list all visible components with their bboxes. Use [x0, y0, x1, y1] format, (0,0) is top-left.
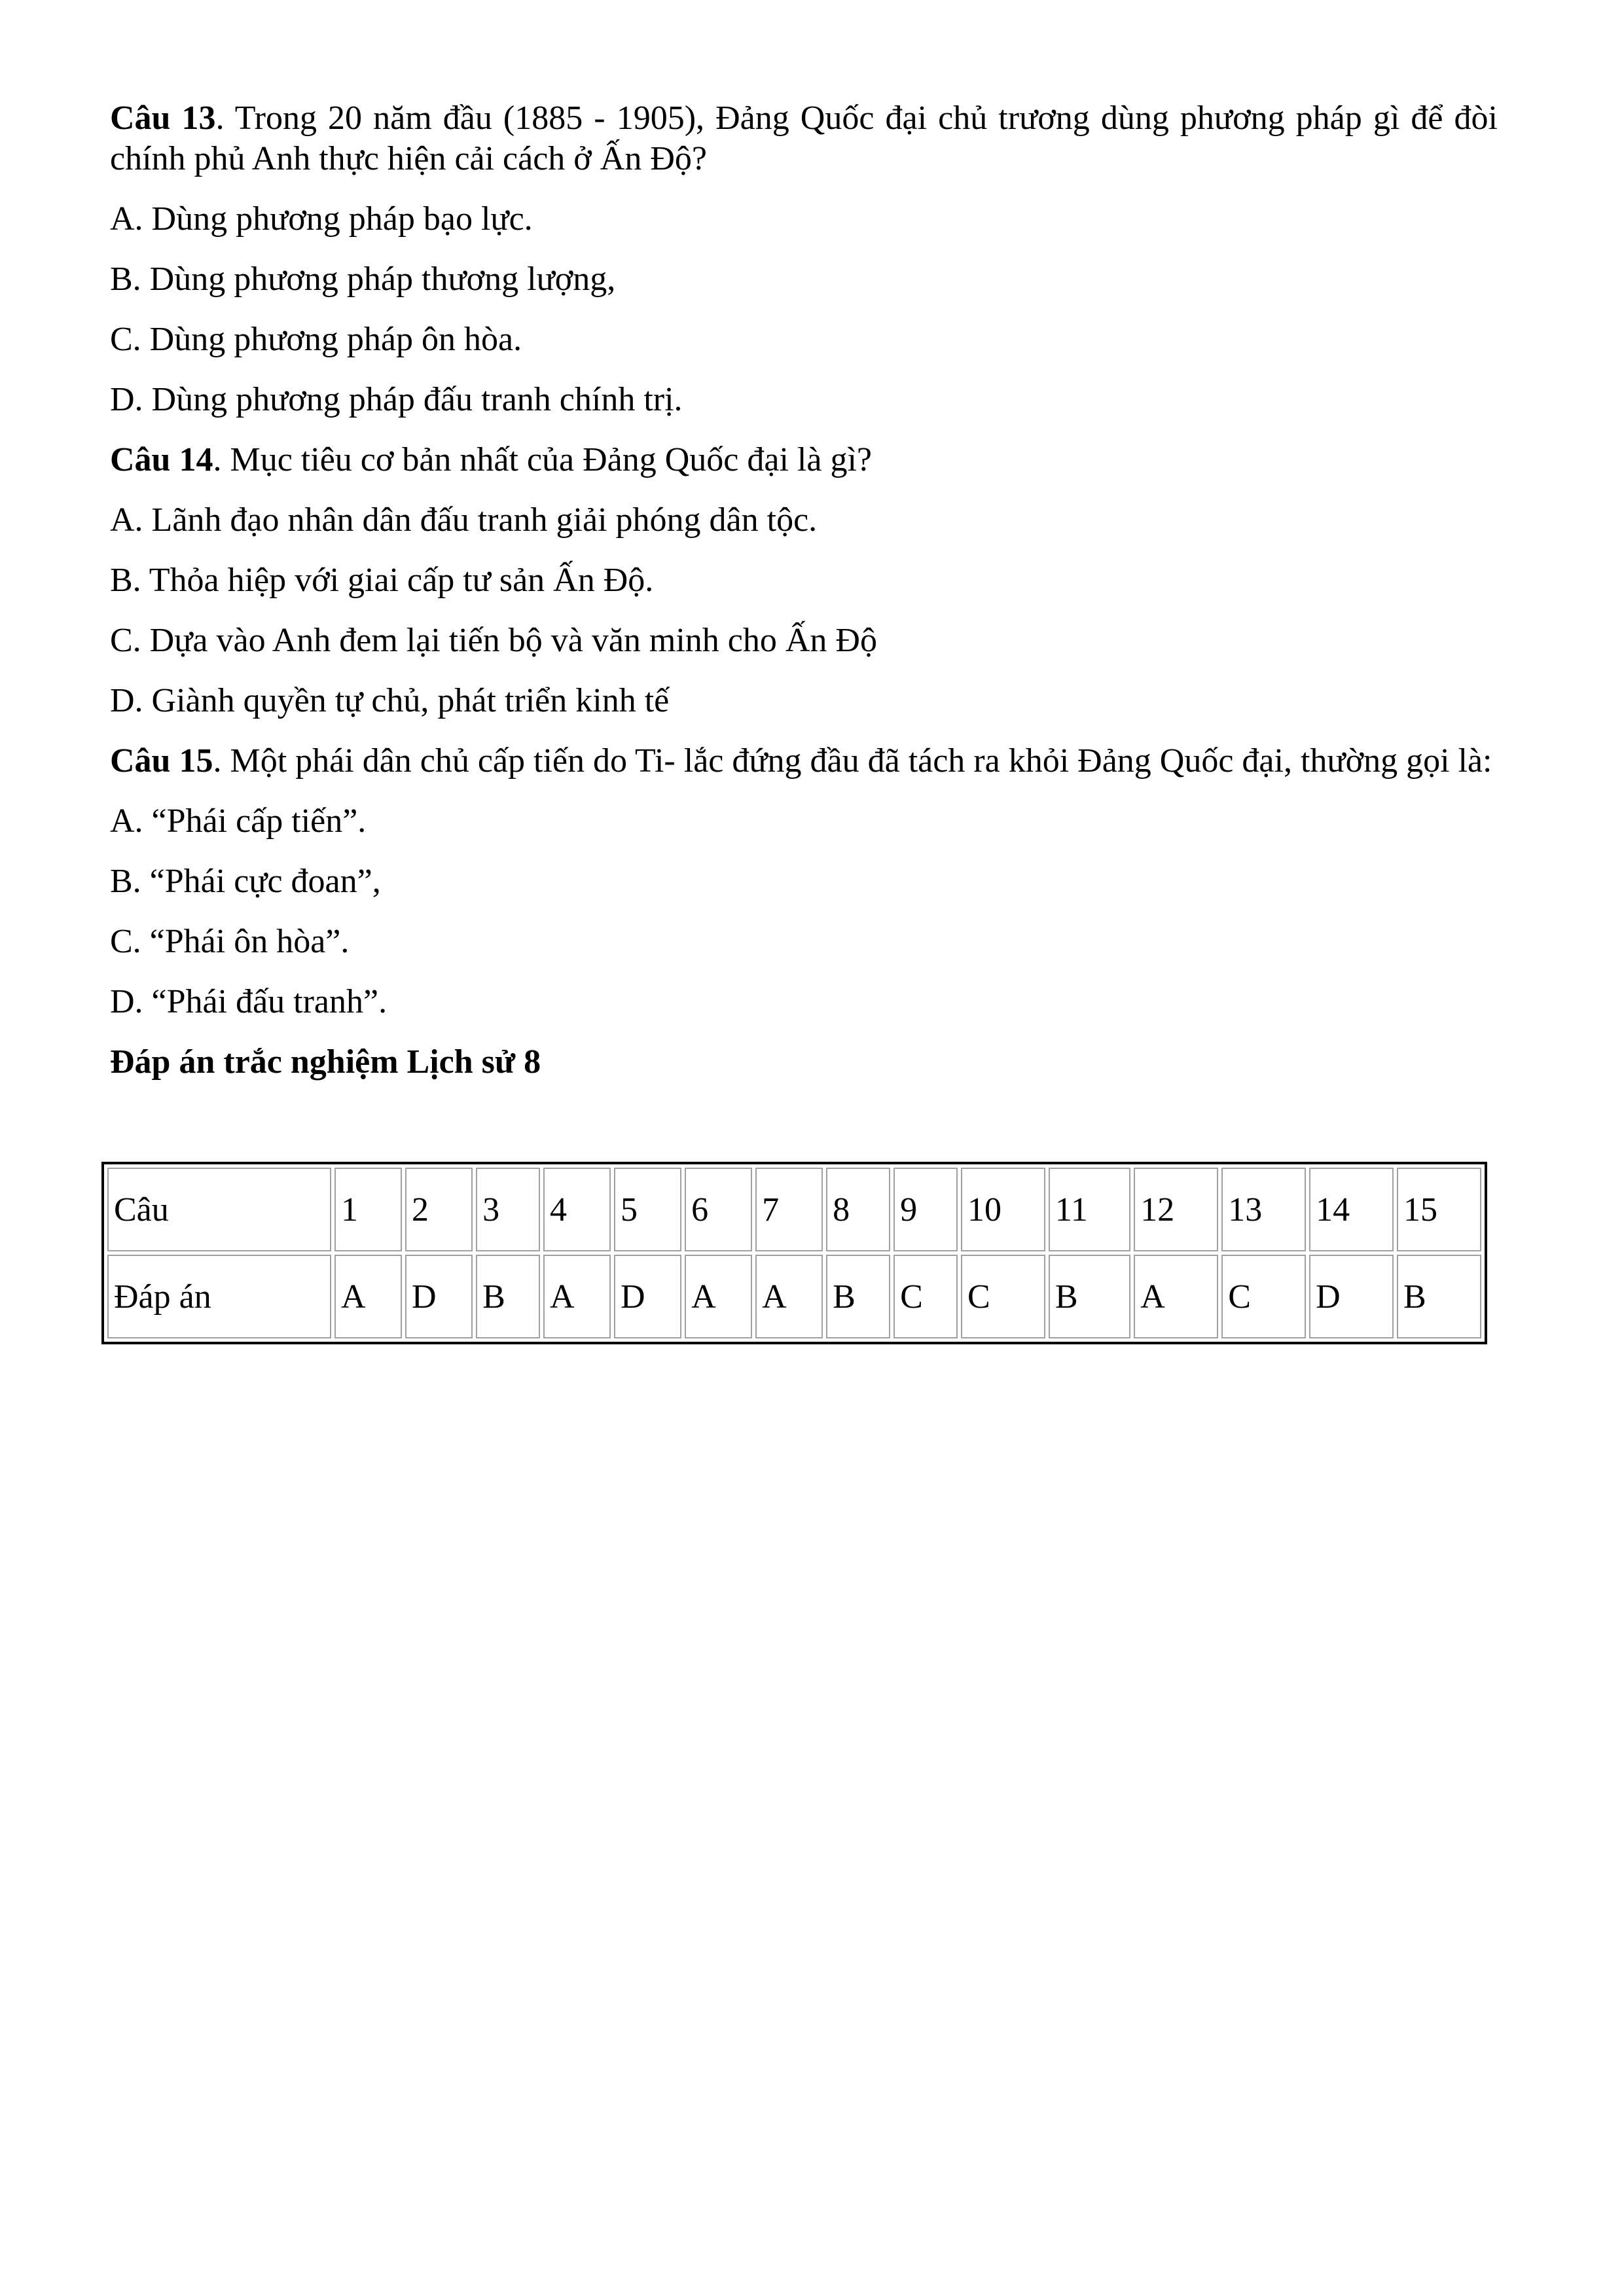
- question-13-option-d: D. Dùng phương pháp đấu tranh chính trị.: [110, 381, 683, 418]
- answer-cell: A: [543, 1255, 611, 1338]
- question-number-row: [107, 1168, 1481, 1251]
- question-number-cell: 12: [1134, 1168, 1218, 1251]
- answers-heading: Đáp án trắc nghiệm Lịch sử 8: [110, 1043, 541, 1081]
- question-number-cell: 10: [961, 1168, 1045, 1251]
- answer-key-table: [101, 1162, 1487, 1344]
- question-number-cell: 1: [334, 1168, 402, 1251]
- question-15-option-d: D. “Phái đấu tranh”.: [110, 983, 388, 1020]
- question-number-cell: 8: [826, 1168, 890, 1251]
- question-number-cell: 14: [1309, 1168, 1394, 1251]
- question-number-cell: 11: [1049, 1168, 1130, 1251]
- question-15-number: Câu 15: [110, 742, 213, 780]
- question-13: [110, 98, 1498, 179]
- answer-cell: C: [893, 1255, 958, 1338]
- answer-cell: D: [405, 1255, 473, 1338]
- question-number-cell: 4: [543, 1168, 611, 1251]
- answer-cell: D: [1309, 1255, 1394, 1338]
- question-15-option-b: B. “Phái cực đoan”,: [110, 863, 381, 900]
- question-13-number: Câu 13: [110, 99, 216, 137]
- question-number-cell: 15: [1397, 1168, 1481, 1251]
- question-15: [110, 741, 1498, 781]
- answer-cell: A: [1134, 1255, 1218, 1338]
- answer-cell: A: [685, 1255, 752, 1338]
- question-14-option-a: A. Lãnh đạo nhân dân đấu tranh giải phóng dân tộc.: [110, 501, 818, 539]
- answer-cell: C: [961, 1255, 1045, 1338]
- row-label-answer: Đáp án: [107, 1255, 331, 1338]
- question-13-text: . Trong 20 năm đầu (1885 - 1905), Đảng Quốc đại chủ trương dùng phương pháp gì để đòi chính phủ Anh thực hiện cải cách ở Ấn Độ?: [110, 99, 1498, 177]
- answer-cell: B: [476, 1255, 540, 1338]
- answer-cell: B: [1049, 1255, 1130, 1338]
- document-page: [110, 98, 1498, 1094]
- row-label-question: Câu: [107, 1168, 331, 1251]
- question-13-option-a: A. Dùng phương pháp bạo lực.: [110, 200, 533, 238]
- question-number-cell: 2: [405, 1168, 473, 1251]
- answer-cell: D: [614, 1255, 681, 1338]
- question-number-cell: 3: [476, 1168, 540, 1251]
- question-number-cell: 5: [614, 1168, 681, 1251]
- question-13-option-b: B. Dùng phương pháp thương lượng,: [110, 260, 616, 298]
- answer-row: [107, 1255, 1481, 1338]
- question-14: [110, 440, 1498, 480]
- question-15-option-a: A. “Phái cấp tiến”.: [110, 802, 367, 840]
- question-14-option-d: D. Giành quyền tự chủ, phát triển kinh tế: [110, 682, 670, 719]
- question-15-option-c: C. “Phái ôn hòa”.: [110, 923, 350, 960]
- question-15-text: . Một phái dân chủ cấp tiến do Ti- lắc đứng đầu đã tách ra khỏi Đảng Quốc đại, thường gọi là:: [213, 742, 1492, 780]
- question-14-number: Câu 14: [110, 441, 213, 478]
- answer-cell: C: [1221, 1255, 1306, 1338]
- answer-cell: A: [334, 1255, 402, 1338]
- question-number-cell: 7: [755, 1168, 823, 1251]
- answer-cell: B: [1397, 1255, 1481, 1338]
- question-number-cell: 13: [1221, 1168, 1306, 1251]
- question-14-option-b: B. Thỏa hiệp với giai cấp tư sản Ấn Độ.: [110, 562, 654, 599]
- question-number-cell: 6: [685, 1168, 752, 1251]
- answer-cell: B: [826, 1255, 890, 1338]
- question-14-text: . Mục tiêu cơ bản nhất của Đảng Quốc đại là gì?: [213, 441, 872, 478]
- question-number-cell: 9: [893, 1168, 958, 1251]
- question-13-option-c: C. Dùng phương pháp ôn hòa.: [110, 321, 522, 358]
- answer-cell: A: [755, 1255, 823, 1338]
- question-14-option-c: C. Dựa vào Anh đem lại tiến bộ và văn minh cho Ấn Độ: [110, 622, 877, 659]
